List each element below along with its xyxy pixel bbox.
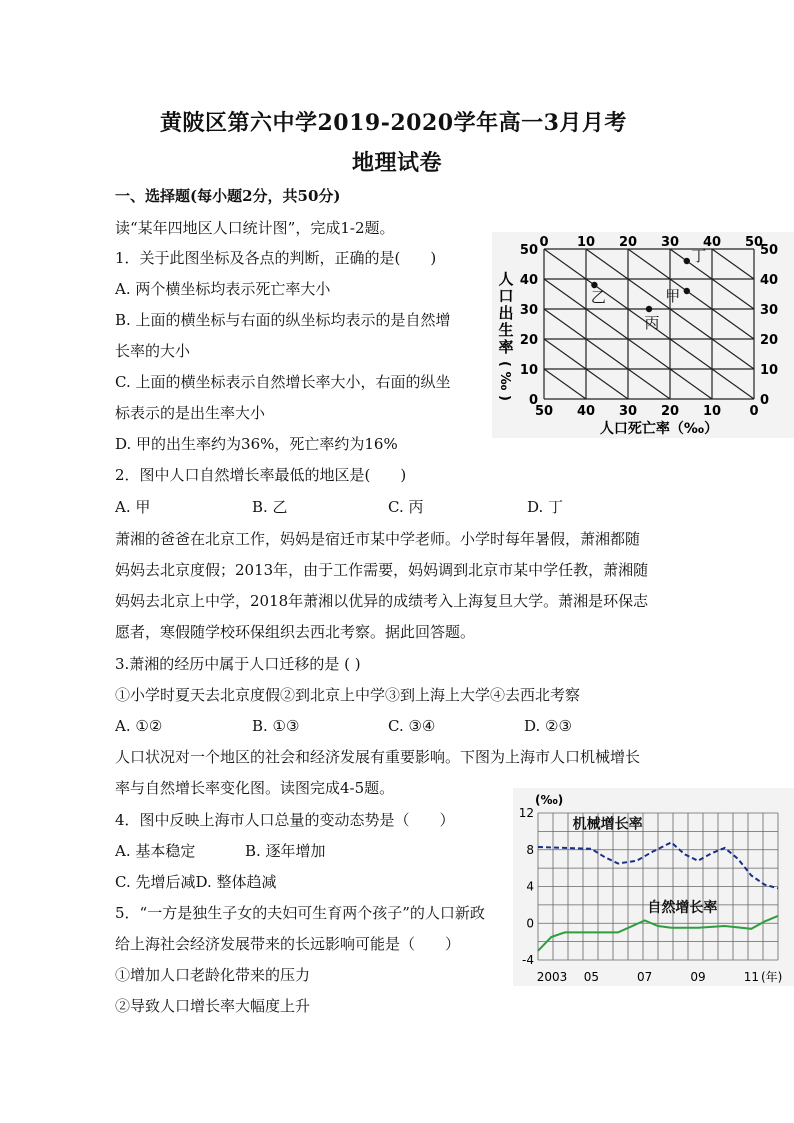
left-tick-label: 30 <box>519 303 538 318</box>
series-label: 机械增长率 <box>572 816 643 833</box>
q3-option-d: D. ②③ <box>524 717 572 735</box>
q1-option-a: A. 两个横坐标均表示死亡率大小 <box>115 280 331 298</box>
y-tick-label: 0 <box>526 916 534 931</box>
y-axis-label-char: ) <box>497 395 512 401</box>
y-axis-label-char: ( <box>497 361 512 367</box>
q4-option-c: C. 先增后减D. 整体趋减 <box>115 873 277 891</box>
y-axis-label-char: 出 <box>498 304 514 322</box>
q2-option-b: B. 乙 <box>252 498 288 516</box>
x-unit-label: (年) <box>761 970 783 984</box>
data-point <box>684 258 690 264</box>
data-point-label: 乙 <box>590 288 606 306</box>
growth-chart-svg <box>513 788 794 986</box>
bottom-tick-label: 50 <box>534 404 554 419</box>
exam-title: 黄陂区第六中学2019-2020学年高一3月月考 <box>160 110 627 136</box>
left-tick-label: 40 <box>519 273 538 288</box>
top-tick-label: 0 <box>539 235 549 250</box>
x-tick-label: 11 <box>743 970 759 984</box>
left-tick-label: 0 <box>528 393 538 408</box>
left-tick-label: 10 <box>519 363 538 378</box>
passage-line: 率与自然增长率变化图。读图完成4-5题。 <box>115 779 395 797</box>
q2-stem: 2．图中人口自然增长率最低的地区是( ) <box>115 466 407 484</box>
top-tick-label: 10 <box>576 235 596 250</box>
bottom-tick-label: 20 <box>660 404 680 419</box>
y-tick-label: 8 <box>526 842 534 857</box>
q2-option-a: A. 甲 <box>115 498 151 516</box>
data-point-label: 丙 <box>644 314 660 332</box>
growth-isoline <box>544 369 586 399</box>
y-tick-label: 4 <box>526 879 534 894</box>
right-tick-label: 0 <box>760 393 770 408</box>
y-axis-label-char: ‰ <box>497 371 512 391</box>
top-tick-label: 40 <box>702 235 722 250</box>
q3-option-c: C. ③④ <box>388 717 436 735</box>
population-chart <box>492 232 794 438</box>
x-tick-label: 09 <box>690 970 706 984</box>
q3-options-line: ①小学时夏天去北京度假②到北京上中学③到上海上大学④去西北考察 <box>115 686 581 704</box>
q2-option-c: C. 丙 <box>388 498 424 516</box>
section-heading: 一、选择题(每小题2分，共50分) <box>115 187 341 205</box>
passage-line: 妈妈去北京上中学，2018年萧湘以优异的成绩考入上海复旦大学。萧湘是环保志 <box>115 592 649 610</box>
q4-option-b: B. 逐年增加 <box>245 842 326 860</box>
q5-stem-cont: 给上海社会经济发展带来的长远影响可能是（ ） <box>115 935 461 953</box>
q1-option-c: C. 上面的横坐标表示自然增长率大小，右面的纵坐 <box>115 373 451 391</box>
q1-option-c-cont: 标表示的是出生率大小 <box>115 404 266 422</box>
q1-option-b: B. 上面的横坐标与右面的纵坐标均表示的是自然增 <box>115 311 451 329</box>
y-axis-label-char: 人 <box>498 270 514 288</box>
series-label: 自然增长率 <box>647 900 718 917</box>
right-tick-label: 10 <box>760 363 779 378</box>
q1-option-d: D. 甲的出生率约为36%，死亡率约为16% <box>115 435 398 453</box>
y-unit-label: (‰) <box>535 793 564 807</box>
exam-subtitle: 地理试卷 <box>352 150 443 176</box>
q5-option-1: ①增加人口老龄化带来的压力 <box>115 966 311 984</box>
right-tick-label: 40 <box>760 273 779 288</box>
right-tick-label: 30 <box>760 303 779 318</box>
data-point-label: 甲 <box>665 287 681 305</box>
q4-option-a: A. 基本稳定 <box>115 842 196 860</box>
y-axis-label-char: 口 <box>498 287 514 305</box>
population-chart-svg <box>492 232 794 438</box>
passage-line: 妈妈去北京度假；2013年，由于工作需要，妈妈调到北京市某中学任教，萧湘随 <box>115 561 649 579</box>
right-tick-label: 20 <box>760 333 779 348</box>
y-tick-label: 12 <box>518 806 534 820</box>
y-axis-label-char: 率 <box>498 338 514 356</box>
y-tick-label: -4 <box>522 953 534 967</box>
growth-chart <box>513 788 794 986</box>
passage-line: 人口状况对一个地区的社会和经济发展有重要影响。下图为上海市人口机械增长 <box>115 748 641 766</box>
data-point-label: 丁 <box>691 247 707 265</box>
data-point <box>684 288 690 294</box>
passage-line: 萧湘的爸爸在北京工作，妈妈是宿迁市某中学老师。小学时每年暑假，萧湘都随 <box>115 530 641 548</box>
q3-option-a: A. ①② <box>115 717 163 735</box>
bottom-tick-label: 10 <box>702 404 722 419</box>
q3-option-b: B. ①③ <box>252 717 300 735</box>
bottom-tick-label: 30 <box>618 404 638 419</box>
top-tick-label: 20 <box>618 235 638 250</box>
data-point <box>646 306 652 312</box>
x-tick-label: 05 <box>583 970 599 984</box>
bottom-tick-label: 40 <box>576 404 596 419</box>
q5-stem: 5．“一方是独生子女的夫妇可生育两个孩子”的人口新政 <box>115 904 485 922</box>
x-axis-label: 人口死亡率（‰） <box>599 421 719 437</box>
q2-option-d: D. 丁 <box>527 498 564 516</box>
passage-line: 愿者，寒假随学校环保组织去西北考察。据此回答题。 <box>115 623 476 641</box>
growth-isoline <box>712 249 754 279</box>
intro-text: 读“某年四地区人口统计图”，完成1-2题。 <box>115 219 395 237</box>
left-tick-label: 20 <box>519 333 538 348</box>
top-tick-label: 30 <box>660 235 680 250</box>
q1-stem: 1．关于此图坐标及各点的判断，正确的是( ) <box>115 249 437 267</box>
q5-option-2: ②导致人口增长率大幅度上升 <box>115 997 311 1015</box>
x-tick-label: 2003 <box>536 970 568 984</box>
left-tick-label: 50 <box>519 243 538 258</box>
bottom-tick-label: 0 <box>749 404 759 419</box>
q1-option-b-cont: 长率的大小 <box>115 342 191 360</box>
q3-stem: 3.萧湘的经历中属于人口迁移的是 ( ) <box>115 655 361 673</box>
y-axis-label-char: 生 <box>498 321 514 339</box>
x-tick-label: 07 <box>637 970 653 984</box>
q4-stem: 4．图中反映上海市人口总量的变动态势是（ ） <box>115 811 455 829</box>
right-tick-label: 50 <box>760 243 779 258</box>
top-tick-label: 50 <box>744 235 764 250</box>
